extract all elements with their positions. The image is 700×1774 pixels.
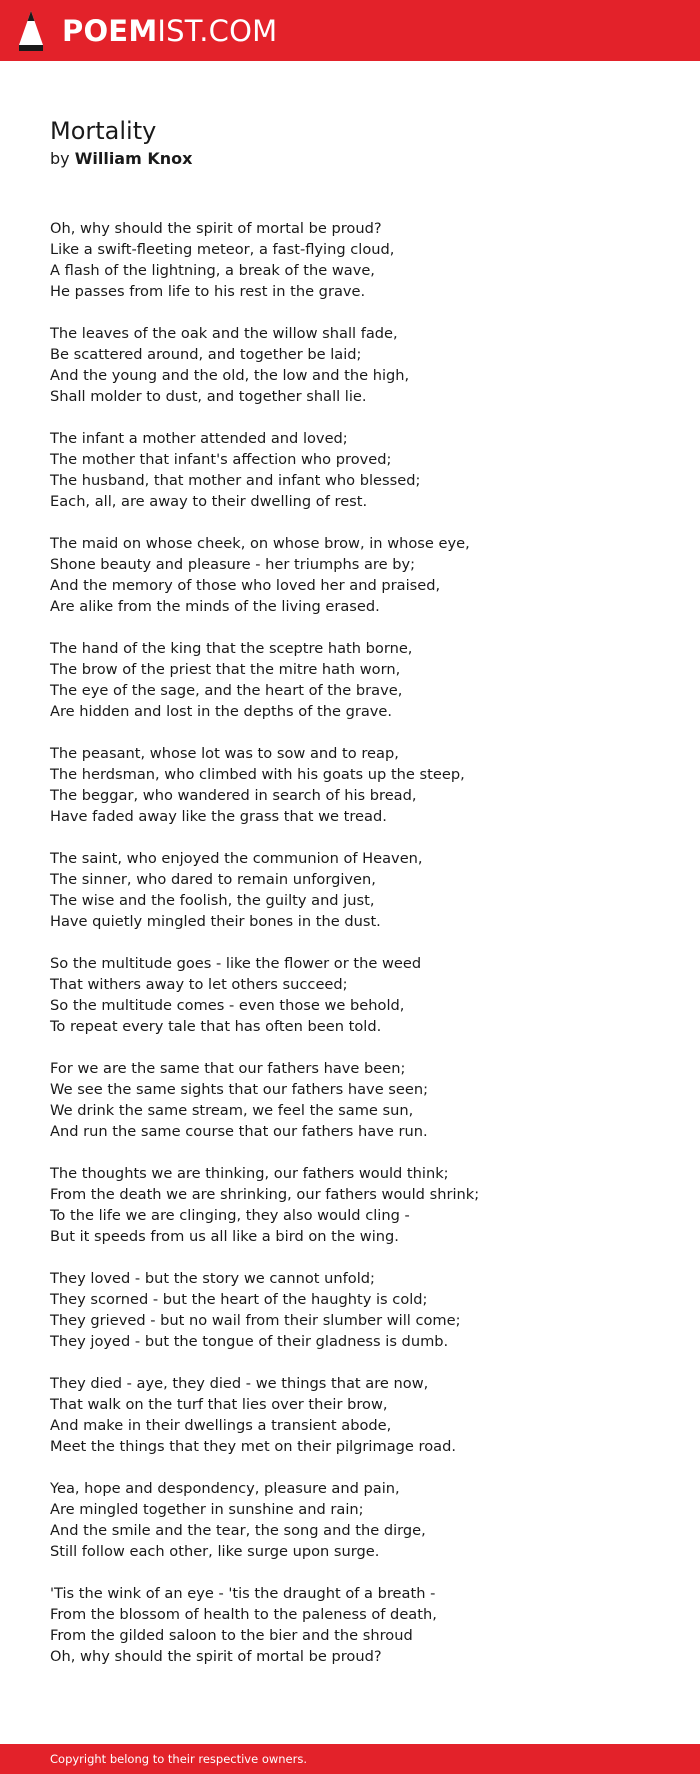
poem-line: The brow of the priest that the mitre hath worn,: [50, 661, 401, 678]
poem-line: The wise and the foolish, the guilty and just,: [50, 892, 375, 909]
poem-title: Mortality: [50, 117, 157, 145]
poem-line: They died - aye, they died - we things that are now,: [50, 1375, 429, 1392]
copyright-notice: Copyright belong to their respective owners.: [50, 1752, 308, 1766]
poem-line: And the young and the old, the low and the high,: [50, 367, 410, 384]
poem-line: We see the same sights that our fathers have seen;: [50, 1081, 429, 1098]
poem-stanza: [50, 638, 670, 722]
poem-line: We drink the same stream, we feel the same sun,: [50, 1102, 414, 1119]
site-logo-text: [62, 13, 278, 48]
poem-line: And the memory of those who loved her and praised,: [50, 577, 441, 594]
poem-line: A flash of the lightning, a break of the wave,: [50, 262, 375, 279]
poem-line: Meet the things that they met on their pilgrimage road.: [50, 1438, 456, 1455]
poem-line: Are alike from the minds of the living erased.: [50, 598, 380, 615]
poem-line: They loved - but the story we cannot unfold;: [50, 1270, 375, 1287]
poem-stanza: [50, 743, 670, 827]
byline-prefix: by: [50, 149, 70, 168]
poem-line: But it speeds from us all like a bird on the wing.: [50, 1228, 399, 1245]
poem-stanza: [50, 428, 670, 512]
poem-line: Like a swift-fleeting meteor, a fast-flying cloud,: [50, 241, 395, 258]
poem-stanza: [50, 533, 670, 617]
poem-line: From the blossom of health to the paleness of death,: [50, 1606, 437, 1623]
poem-line: The saint, who enjoyed the communion of Heaven,: [50, 850, 423, 867]
poem-stanza: [50, 1583, 670, 1667]
poem-line: The mother that infant's affection who proved;: [50, 451, 392, 468]
poem-stanza: [50, 323, 670, 407]
poem-line: Shone beauty and pleasure - her triumphs are by;: [50, 556, 416, 573]
poem-line: The beggar, who wandered in search of his bread,: [50, 787, 417, 804]
poem-line: So the multitude goes - like the flower or the weed: [50, 955, 422, 972]
poem-stanza: [50, 848, 670, 932]
poem-stanza: [50, 1163, 670, 1247]
poem-stanza: [50, 218, 670, 302]
poem-line: The leaves of the oak and the willow shall fade,: [50, 325, 398, 342]
poem-line: The sinner, who dared to remain unforgiven,: [50, 871, 376, 888]
poem-line: From the gilded saloon to the bier and the shroud: [50, 1627, 413, 1644]
logo-bold-text: POEM: [62, 13, 158, 48]
poem-line: From the death we are shrinking, our fathers would shrink;: [50, 1186, 480, 1203]
poem-line: Are hidden and lost in the depths of the grave.: [50, 703, 393, 720]
site-header: [0, 0, 700, 61]
poem-line: Have quietly mingled their bones in the dust.: [50, 913, 381, 930]
poem-line: They joyed - but the tongue of their gladness is dumb.: [50, 1333, 449, 1350]
poem-line: Oh, why should the spirit of mortal be proud?: [50, 220, 382, 237]
poem-author: William Knox: [74, 149, 193, 168]
site-footer: [0, 1744, 700, 1774]
poem-line: The thoughts we are thinking, our fathers would think;: [50, 1165, 449, 1182]
poem-line: Be scattered around, and together be laid;: [50, 346, 362, 363]
poem-line: He passes from life to his rest in the grave.: [50, 283, 366, 300]
poem-line: Shall molder to dust, and together shall lie.: [50, 388, 367, 405]
poem-line: To the life we are clinging, they also would cling -: [50, 1207, 410, 1224]
poem-stanza: [50, 953, 670, 1037]
poem-line: 'Tis the wink of an eye - 'tis the draught of a breath -: [50, 1585, 436, 1602]
poem-line: Have faded away like the grass that we tread.: [50, 808, 387, 825]
poem-line: And run the same course that our fathers have run.: [50, 1123, 428, 1140]
poem-line: For we are the same that our fathers have been;: [50, 1060, 406, 1077]
poem-byline: [50, 148, 192, 170]
poem-body: [50, 218, 670, 1688]
poem-line: The husband, that mother and infant who blessed;: [50, 472, 421, 489]
poem-line: And the smile and the tear, the song and the dirge,: [50, 1522, 426, 1539]
poem-line: The maid on whose cheek, on whose brow, in whose eye,: [50, 535, 470, 552]
logo-light-text: IST.COM: [157, 13, 278, 48]
poem-line: They scorned - but the heart of the haughty is cold;: [50, 1291, 428, 1308]
poem-line: The hand of the king that the sceptre hath borne,: [50, 640, 413, 657]
poem-stanza: [50, 1373, 670, 1457]
poem-line: Each, all, are away to their dwelling of rest.: [50, 493, 368, 510]
pencil-tip-icon: [18, 10, 44, 52]
poem-stanza: [50, 1478, 670, 1562]
poem-line: Still follow each other, like surge upon surge.: [50, 1543, 380, 1560]
poem-line: The infant a mother attended and loved;: [50, 430, 348, 447]
poem-line: And make in their dwellings a transient abode,: [50, 1417, 392, 1434]
poem-line: To repeat every tale that has often been told.: [50, 1018, 382, 1035]
site-logo[interactable]: [18, 9, 277, 53]
poem-line: The peasant, whose lot was to sow and to reap,: [50, 745, 399, 762]
poem-line: So the multitude comes - even those we behold,: [50, 997, 405, 1014]
poem-line: Are mingled together in sunshine and rain;: [50, 1501, 364, 1518]
poem-stanza: [50, 1268, 670, 1352]
poem-line: That withers away to let others succeed;: [50, 976, 348, 993]
poem-line: Oh, why should the spirit of mortal be proud?: [50, 1648, 382, 1665]
poem-line: The herdsman, who climbed with his goats up the steep,: [50, 766, 465, 783]
poem-line: That walk on the turf that lies over their brow,: [50, 1396, 388, 1413]
poem-line: Yea, hope and despondency, pleasure and pain,: [50, 1480, 400, 1497]
poem-line: The eye of the sage, and the heart of the brave,: [50, 682, 403, 699]
poem-line: They grieved - but no wail from their slumber will come;: [50, 1312, 461, 1329]
poem-stanza: [50, 1058, 670, 1142]
